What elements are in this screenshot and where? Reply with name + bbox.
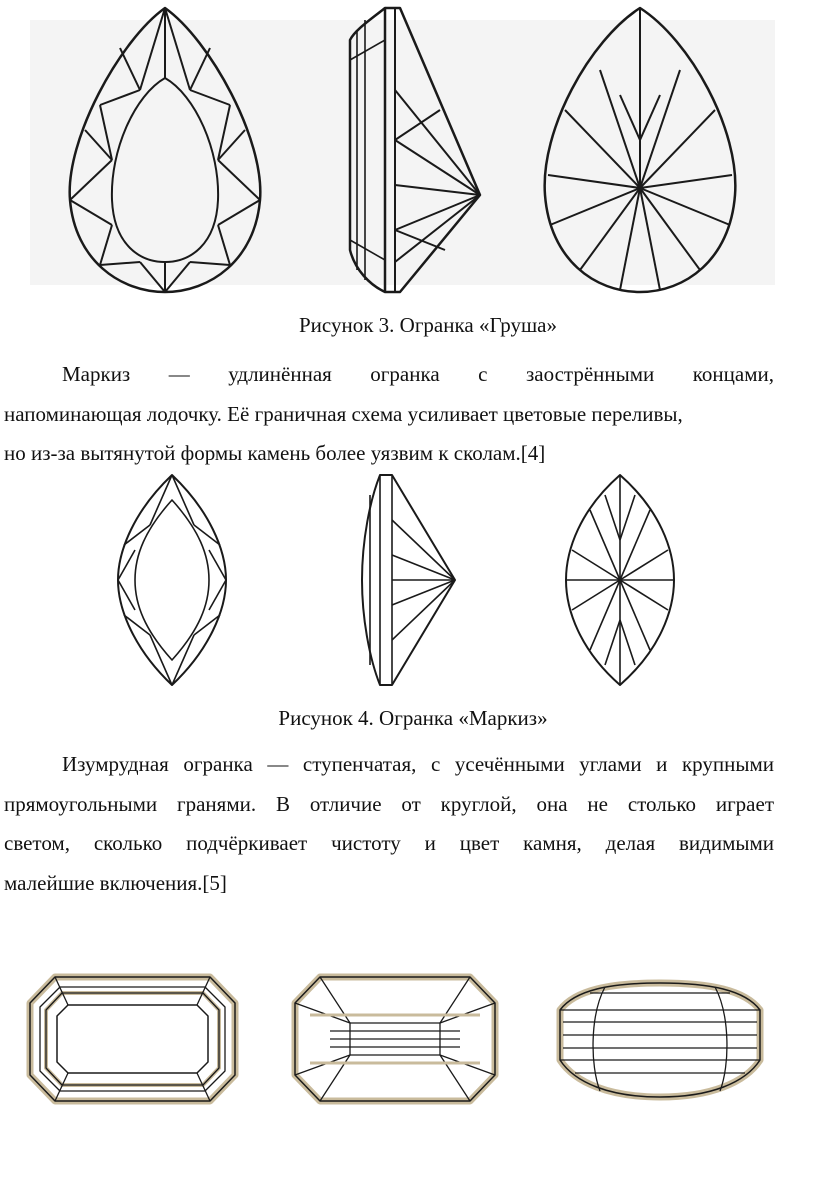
figure-emerald [0,965,816,1115]
figure-pear [0,0,816,300]
marquise-top-view [118,475,226,685]
paragraph-marquise [4,355,774,474]
emerald-bottom-view [295,977,495,1101]
paragraph-line: светом, сколько подчёркивает чистоту и цвет камня, делая видимыми [4,831,774,855]
emerald-top-view [30,977,235,1101]
figure-marquise [0,470,816,695]
paragraph-line: прямоугольными гранями. В отличие от круглой, она не столько играет [4,791,774,816]
figure4-caption: Рисунок 4. Огранка «Маркиз» [278,706,548,730]
paragraph-emerald [4,745,774,903]
marquise-bottom-view [566,475,674,685]
paragraph-line: малейшие включения.[5] [4,870,227,895]
paragraph-line: Изумрудная огранка — ступенчатая, с усечёнными углами и крупными [62,752,774,776]
figure3-caption: Рисунок 3. Огранка «Груша» [299,313,557,337]
marquise-side-view [362,475,455,685]
paragraph-line: но из-за вытянутой формы камень более уязвим к сколам.[4] [4,441,546,465]
figure-background [30,20,775,285]
emerald-side-view [560,983,760,1097]
paragraph-line: Маркиз — удлинённая огранка с заострёнными концами, [62,362,774,386]
paragraph-line: напоминающая лодочку. Её граничная схема усиливает цветовые переливы, [4,401,683,426]
